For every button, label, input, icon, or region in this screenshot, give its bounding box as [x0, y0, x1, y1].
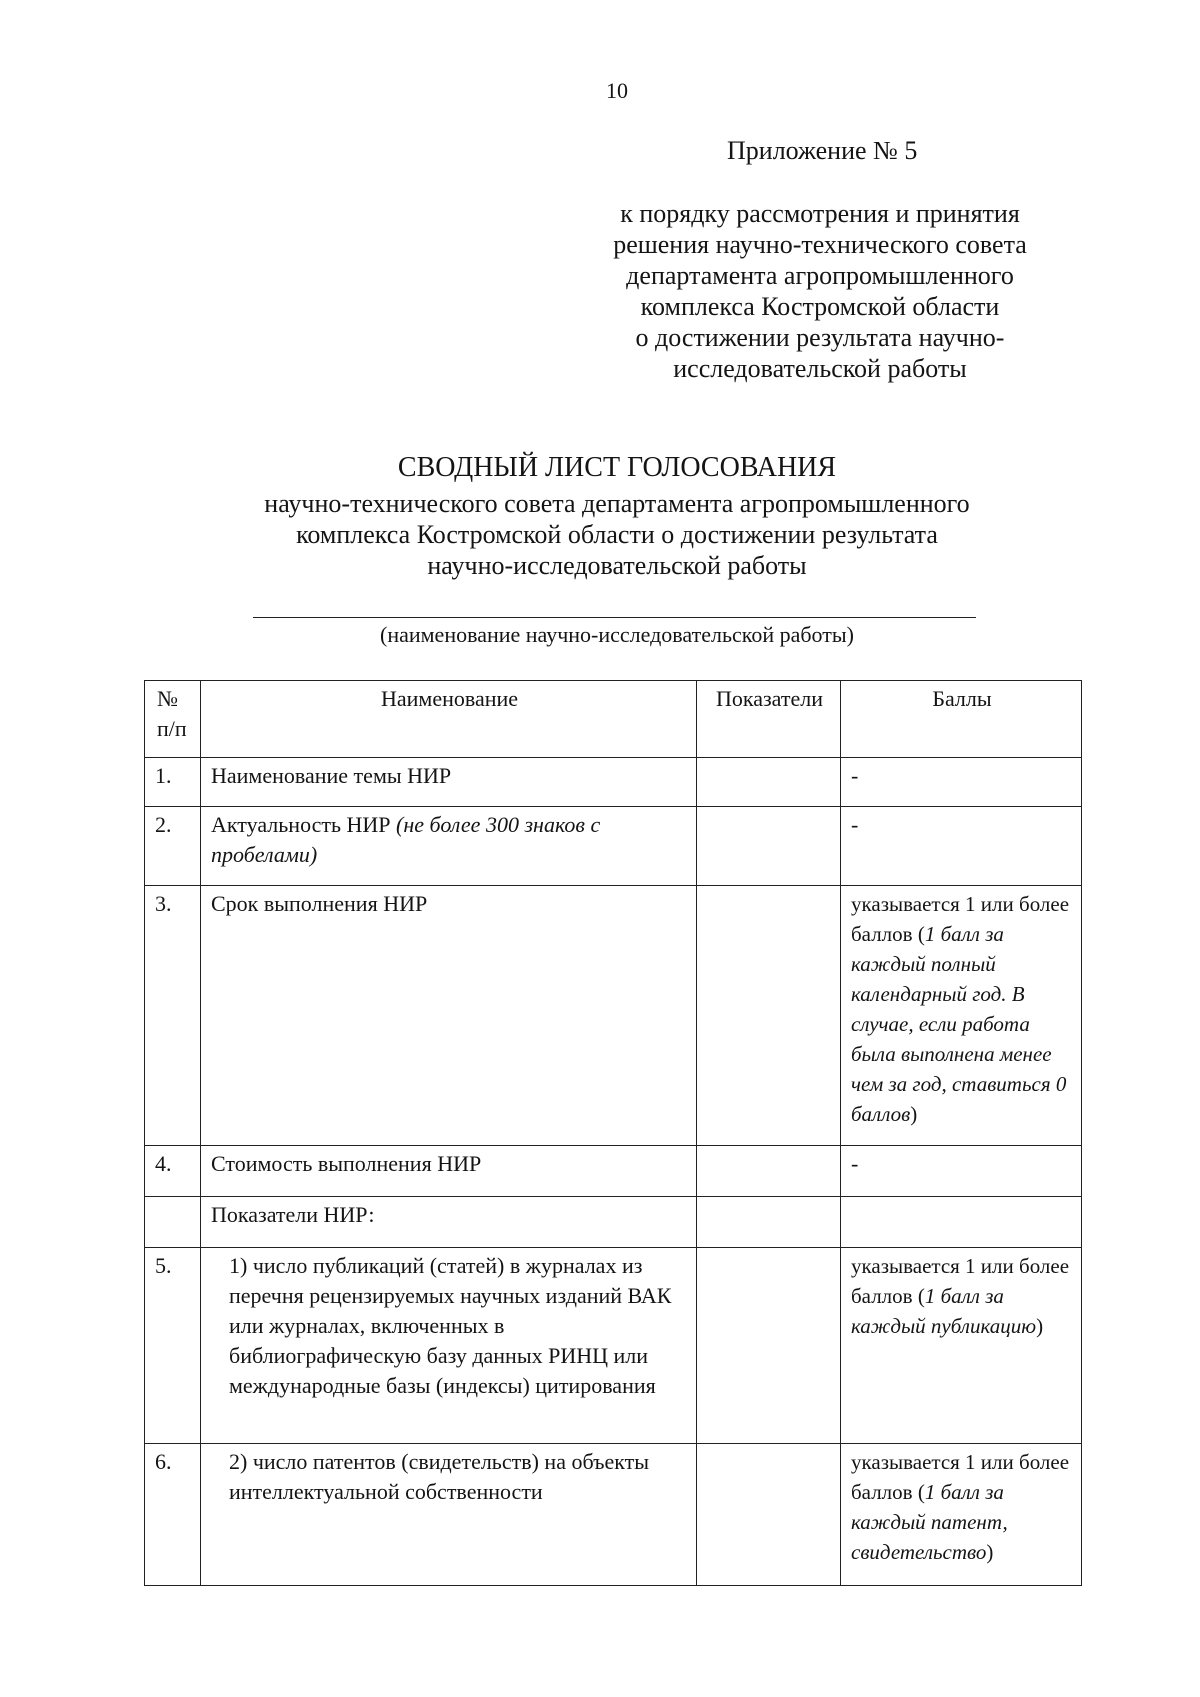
appendix-reference — [590, 198, 1050, 384]
row-name: Наименование темы НИР — [201, 758, 697, 807]
row-name: Показатели НИР: — [201, 1197, 697, 1248]
row-points-note: 1 балл за каждый патент, свидетельство — [851, 1480, 1008, 1564]
row-name: 2) число патентов (свидетельств) на объекты интеллектуальной собственности — [201, 1444, 697, 1586]
row-number: 2. — [145, 807, 201, 886]
appendix-reference-line: комплекса Костромской области — [640, 292, 1000, 321]
row-number: 6. — [145, 1444, 201, 1586]
row-name: Срок выполнения НИР — [201, 886, 697, 1146]
row-indicators — [697, 1444, 841, 1586]
header-name: Наименование — [201, 681, 697, 758]
appendix-reference-line: решения научно-технического совета — [613, 230, 1027, 259]
table-row — [145, 1146, 1082, 1197]
row-points: - — [841, 758, 1082, 807]
appendix-reference-line: к порядку рассмотрения и принятия — [620, 199, 1020, 228]
row-points-tail: ) — [910, 1102, 918, 1126]
row-points-tail: ) — [986, 1540, 994, 1564]
row-name-note: (не более 300 знаков с пробелами) — [211, 812, 601, 867]
row-points-text: указывается 1 или более баллов ( — [851, 1450, 1070, 1504]
header-indicators: Показатели — [697, 681, 841, 758]
table-header-row — [145, 681, 1082, 758]
work-name-caption: (наименование научно-исследовательской работы) — [380, 622, 854, 647]
document-subtitle-line: комплекса Костромской области о достижении результата — [296, 520, 938, 549]
appendix-title: Приложение № 5 — [727, 136, 918, 165]
row-points-text: указывается 1 или более баллов ( — [851, 892, 1070, 946]
row-name — [201, 807, 697, 886]
row-points: - — [841, 1146, 1082, 1197]
appendix-reference-line: исследовательской работы — [673, 354, 967, 383]
row-number: 1. — [145, 758, 201, 807]
row-indicators — [697, 1146, 841, 1197]
row-number: 5. — [145, 1248, 201, 1444]
document-title: СВОДНЫЙ ЛИСТ ГОЛОСОВАНИЯ — [397, 452, 837, 483]
row-points-note: 1 балл за каждый публикацию — [851, 1284, 1037, 1338]
document-subtitle-line: научно-исследовательской работы — [427, 551, 807, 580]
document-subtitle — [0, 488, 1200, 581]
table-row — [145, 807, 1082, 886]
row-points-note: 1 балл за каждый полный календарный год. В случае, если работа была выполнена менее чем за год, ставиться 0 баллов — [851, 922, 1067, 1126]
table-row — [145, 758, 1082, 807]
document-subtitle-line: научно-технического совета департамента агропромышленного — [264, 489, 970, 518]
page-number: 10 — [606, 78, 628, 103]
row-number — [145, 1197, 201, 1248]
row-points-tail: ) — [1036, 1314, 1044, 1338]
table-row — [145, 1197, 1082, 1248]
row-points-text: указывается 1 или более баллов ( — [851, 1254, 1070, 1308]
header-number: № п/п — [145, 681, 201, 758]
row-indicators — [697, 807, 841, 886]
header-points: Баллы — [841, 681, 1082, 758]
row-name-text: Актуальность НИР — [211, 812, 391, 837]
row-indicators — [697, 1248, 841, 1444]
row-number: 4. — [145, 1146, 201, 1197]
table-row — [145, 1248, 1082, 1444]
table-row — [145, 886, 1082, 1146]
voting-table — [144, 680, 1082, 1586]
row-name: Стоимость выполнения НИР — [201, 1146, 697, 1197]
row-number: 3. — [145, 886, 201, 1146]
appendix-reference-line: о достижении результата научно- — [635, 323, 1005, 352]
work-name-blank-line — [253, 617, 976, 618]
table-row — [145, 1444, 1082, 1586]
row-indicators — [697, 886, 841, 1146]
row-points — [841, 1444, 1082, 1586]
row-points: - — [841, 807, 1082, 886]
row-points — [841, 886, 1082, 1146]
row-points — [841, 1197, 1082, 1248]
row-points — [841, 1248, 1082, 1444]
row-indicators — [697, 1197, 841, 1248]
appendix-reference-line: департамента агропромышленного — [626, 261, 1014, 290]
row-indicators — [697, 758, 841, 807]
row-name: 1) число публикаций (статей) в журналах из перечня рецензируемых научных изданий ВАК или журналах, включенных в библиографическую базу данных РИНЦ или международные базы (индексы) цитирования — [201, 1248, 697, 1444]
